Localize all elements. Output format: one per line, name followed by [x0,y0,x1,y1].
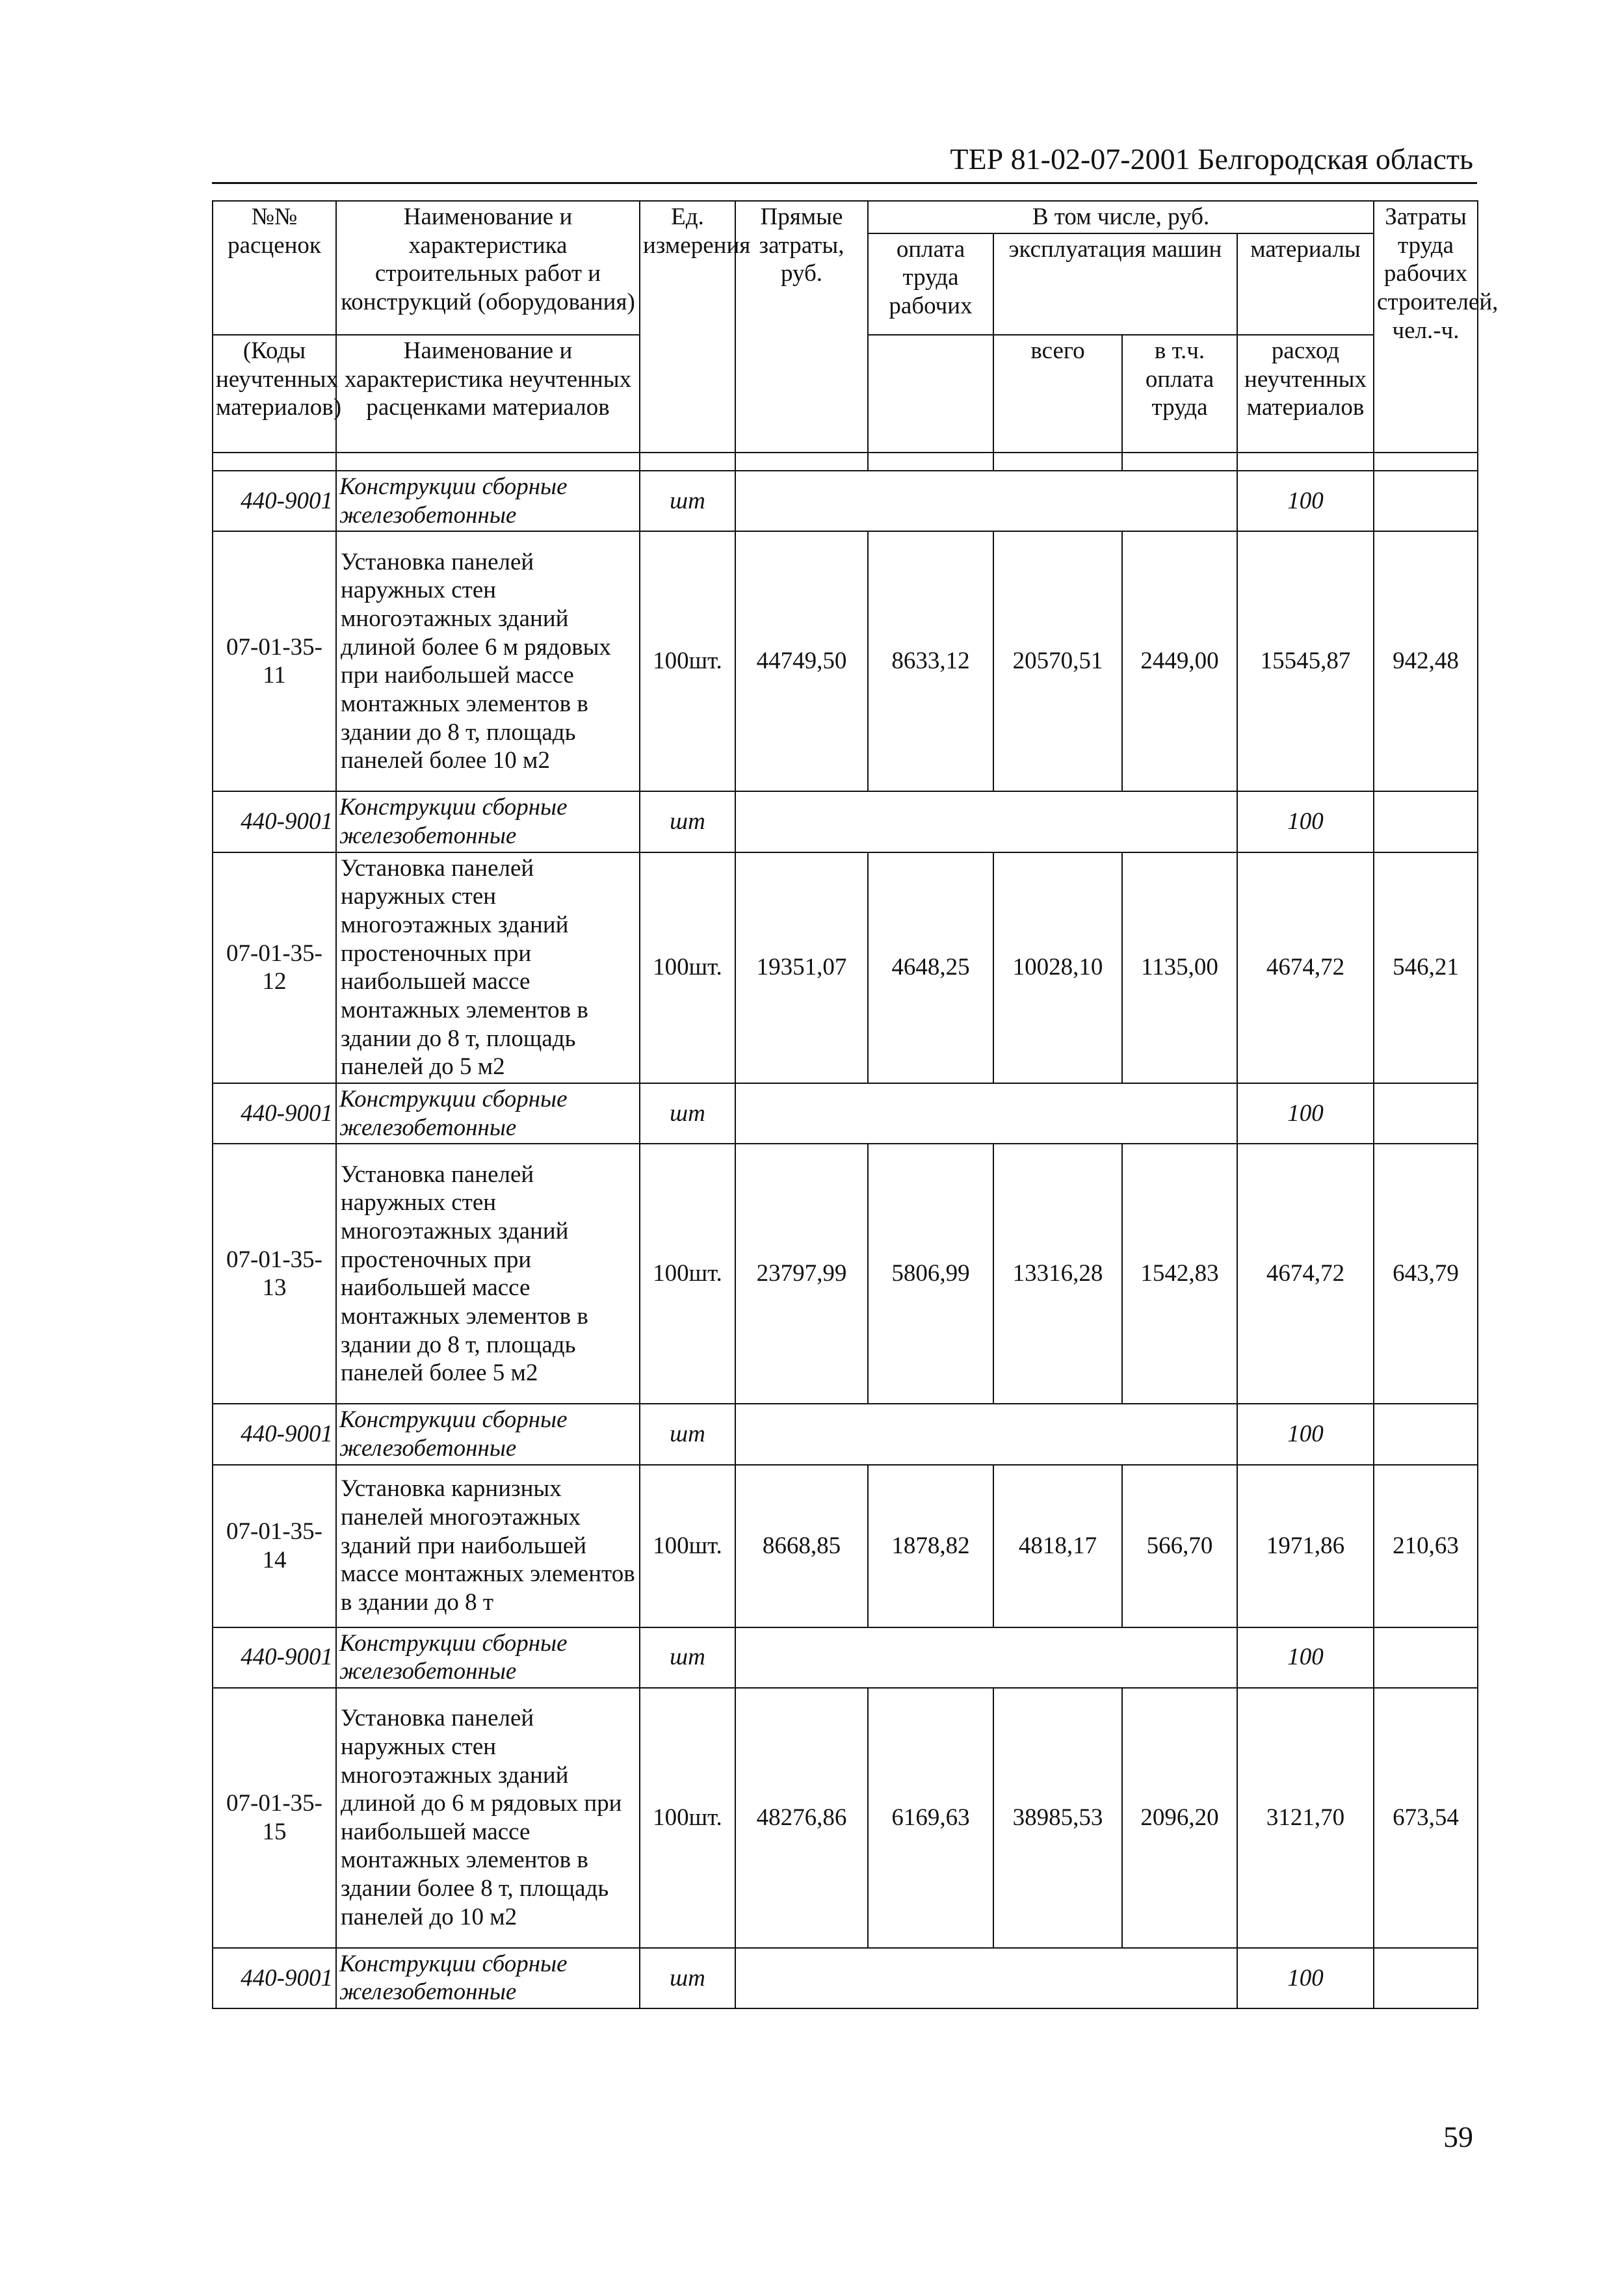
material-code: 440-9001 [213,1948,336,2008]
rate-code: 07-01-35-15 [213,1688,336,1948]
rate-machines-pay: 566,70 [1122,1465,1237,1627]
header-labor-pay-lower [868,335,993,453]
material-code: 440-9001 [213,1404,336,1464]
material-code: 440-9001 [213,1627,336,1688]
rate-machines-total: 13316,28 [993,1144,1122,1404]
rate-machines-pay: 1542,83 [1122,1144,1237,1404]
material-row [213,1627,1478,1688]
rate-code: 07-01-35-14 [213,1465,336,1627]
material-unit: шт [640,471,735,531]
material-row [213,1083,1478,1144]
rate-machines-pay: 1135,00 [1122,852,1237,1083]
material-consumption: 100 [1237,471,1374,531]
header-divider [212,182,1477,184]
rate-work-name: Установка карнизных панелей многоэтажных зданий при наибольшей массе монтажных элементов в здании до 8 т [336,1465,640,1627]
material-consumption: 100 [1237,1404,1374,1464]
rate-row [213,852,1478,1083]
header-labor-pay: оплата труда рабочих [868,233,993,335]
rate-machines-total: 10028,10 [993,852,1122,1083]
rate-row [213,531,1478,791]
rate-unit: 100шт. [640,852,735,1083]
rate-unit: 100шт. [640,531,735,791]
material-name: Конструкции сборные железобетонные [336,471,640,531]
page-number: 59 [1443,2120,1473,2153]
rates-table [212,200,1499,2009]
rate-materials: 3121,70 [1237,1688,1374,1948]
material-unit: шт [640,791,735,852]
rate-labor-pay: 8633,12 [868,531,993,791]
material-unit: шт [640,1948,735,2008]
rate-work-name: Установка панелей наружных стен многоэтажных зданий длиной более 6 м рядовых при наибольшей массе монтажных элементов в здании до 8 т, площадь панелей более 10 м2 [336,531,640,791]
rate-direct-costs: 48276,86 [735,1688,868,1948]
material-row [213,1404,1478,1464]
rate-direct-costs: 19351,07 [735,852,868,1083]
header-machines-total: всего [993,335,1122,453]
rate-labor-pay: 4648,25 [868,852,993,1083]
rate-code: 07-01-35-12 [213,852,336,1083]
document-header-title: ТЕР 81-02-07-2001 Белгородская область [950,142,1473,176]
rate-machines-total: 38985,53 [993,1688,1122,1948]
header-direct-costs: Прямые затраты, руб. [735,201,868,453]
rate-machines-total: 20570,51 [993,531,1122,791]
rate-direct-costs: 23797,99 [735,1144,868,1404]
rate-work-name: Установка панелей наружных стен многоэтажных зданий длиной до 6 м рядовых при наибольшей массе монтажных элементов в здании более 8 т, площадь панелей до 10 м2 [336,1688,640,1948]
header-machines: эксплуатация машин [993,233,1237,335]
rate-code: 07-01-35-13 [213,1144,336,1404]
rate-unit: 100шт. [640,1144,735,1404]
material-code: 440-9001 [213,791,336,852]
rate-code: 07-01-35-11 [213,531,336,791]
material-consumption: 100 [1237,1948,1374,2008]
material-row [213,791,1478,852]
material-name: Конструкции сборные железобетонные [336,1948,640,2008]
material-row [213,1948,1478,2008]
rate-labor-cost: 643,79 [1374,1144,1478,1404]
rate-work-name: Установка панелей наружных стен многоэтажных зданий простеночных при наибольшей массе монтажных элементов в здании до 8 т, площадь панелей до 5 м2 [336,852,640,1083]
rate-labor-cost: 942,48 [1374,531,1478,791]
rate-direct-costs: 8668,85 [735,1465,868,1627]
rate-labor-pay: 1878,82 [868,1465,993,1627]
rate-machines-total: 4818,17 [993,1465,1122,1627]
header-unit: Ед. измерения [640,201,735,453]
rate-labor-cost: 546,21 [1374,852,1478,1083]
material-name: Конструкции сборные железобетонные [336,1627,640,1688]
rate-materials: 15545,87 [1237,531,1374,791]
rate-materials: 4674,72 [1237,1144,1374,1404]
rate-labor-cost: 673,54 [1374,1688,1478,1948]
material-unit: шт [640,1404,735,1464]
rate-row [213,1144,1478,1404]
rate-machines-pay: 2449,00 [1122,531,1237,791]
table-spacer-row [213,453,1478,471]
header-machines-pay: в т.ч. оплата труда [1122,335,1237,453]
rate-materials: 1971,86 [1237,1465,1374,1627]
rate-labor-pay: 6169,63 [868,1688,993,1948]
header-code-materials: (Коды неучтенных материалов) [213,335,336,453]
rate-labor-cost: 210,63 [1374,1465,1478,1627]
header-including: В том числе, руб. [868,201,1374,233]
header-materials: материалы [1237,233,1374,335]
rate-direct-costs: 44749,50 [735,531,868,791]
header-labor-cost: Затраты труда рабочих строителей, чел.-ч. [1374,201,1478,453]
rate-unit: 100шт. [640,1688,735,1948]
material-unit: шт [640,1083,735,1144]
rate-work-name: Установка панелей наружных стен многоэтажных зданий простеночных при наибольшей массе монтажных элементов в здании до 8 т, площадь панелей более 5 м2 [336,1144,640,1404]
rate-row [213,1688,1478,1948]
material-name: Конструкции сборные железобетонные [336,1404,640,1464]
header-name: Наименование и характеристика строительных работ и конструкций (оборудования) [336,201,640,335]
rate-row [213,1465,1478,1627]
material-consumption: 100 [1237,1627,1374,1688]
material-consumption: 100 [1237,1083,1374,1144]
material-unit: шт [640,1627,735,1688]
rate-unit: 100шт. [640,1465,735,1627]
rate-materials: 4674,72 [1237,852,1374,1083]
header-name-materials: Наименование и характеристика неучтенных расценками материалов [336,335,640,453]
header-materials-consumption: расход неучтенных материалов [1237,335,1374,453]
rate-labor-pay: 5806,99 [868,1144,993,1404]
material-name: Конструкции сборные железобетонные [336,791,640,852]
material-code: 440-9001 [213,1083,336,1144]
material-consumption: 100 [1237,791,1374,852]
material-code: 440-9001 [213,471,336,531]
material-row [213,471,1478,531]
rate-machines-pay: 2096,20 [1122,1688,1237,1948]
table-header-row [213,201,1478,233]
material-name: Конструкции сборные железобетонные [336,1083,640,1144]
header-code: №№ расценок [213,201,336,335]
